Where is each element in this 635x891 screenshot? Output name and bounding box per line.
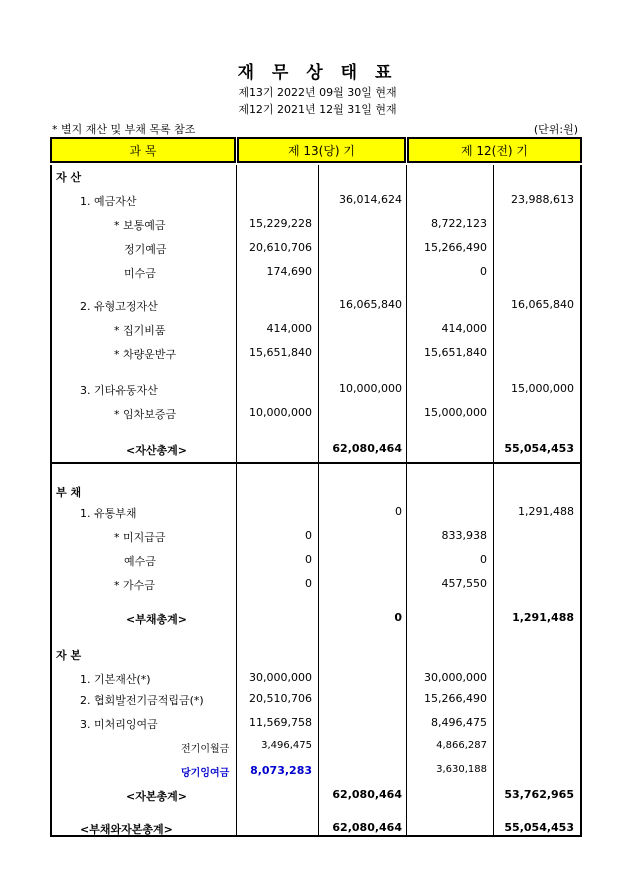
unit-text: (단위:원) bbox=[533, 123, 578, 136]
row-deposits: 1. 예금자산 36,014,624 23,988,613 bbox=[80, 193, 574, 208]
note-text: * 별지 재산 및 부채 목록 참조 bbox=[52, 123, 196, 136]
row-liab-equity-total: <부채와자본총계> 62,080,464 55,054,453 bbox=[80, 821, 574, 836]
balance-sheet-table bbox=[50, 137, 582, 837]
header-current: 제 13(당) 기 bbox=[237, 137, 406, 163]
row-suspense: * 가수금 0 457,550 bbox=[114, 577, 487, 592]
row-liab-total: <부채총계> 0 1,291,488 bbox=[126, 611, 574, 626]
row-unpaid: * 미지급금 0 833,938 bbox=[114, 529, 487, 544]
row-ordinary: * 보통예금 15,229,228 8,722,123 bbox=[114, 217, 487, 232]
row-assets-heading: 자 산 bbox=[56, 171, 82, 184]
row-lease-deposit: * 임차보증금 10,000,000 15,000,000 bbox=[114, 406, 487, 421]
row-vehicles: * 차량운반구 15,651,840 15,651,840 bbox=[114, 346, 487, 361]
date-prior: 제12기 2021년 12월 31일 현재 bbox=[238, 103, 397, 116]
row-current-surplus: 당기잉여금 8,073,283 3,630,188 bbox=[181, 764, 487, 779]
row-equity-total: <자본총계> 62,080,464 53,762,965 bbox=[126, 788, 574, 803]
header-account: 과 목 bbox=[50, 137, 236, 163]
row-equity-heading: 자 본 bbox=[56, 649, 82, 662]
row-fixed-deposit: 정기예금 20,610,706 15,266,490 bbox=[124, 241, 487, 256]
row-fixtures: * 집기비품 414,000 414,000 bbox=[114, 322, 487, 337]
header-prior: 제 12(전) 기 bbox=[407, 137, 582, 163]
separator-assets bbox=[50, 462, 582, 464]
row-dev-fund: 2. 협회발전기금적립금(*) 20,510,706 15,266,490 bbox=[80, 692, 487, 707]
date-current: 제13기 2022년 09월 30일 현재 bbox=[238, 86, 397, 99]
row-receivable: 미수금 174,690 0 bbox=[124, 265, 487, 280]
row-liabilities-heading: 부 채 bbox=[56, 486, 82, 499]
row-other-current: 3. 기타유동자산 10,000,000 15,000,000 bbox=[80, 382, 574, 397]
row-asset-total: <자산총계> 62,080,464 55,054,453 bbox=[126, 442, 574, 457]
row-basic-property: 1. 기본재산(*) 30,000,000 30,000,000 bbox=[80, 671, 487, 686]
row-deposits-received: 예수금 0 0 bbox=[124, 553, 487, 568]
row-current-liabilities: 1. 유통부채 0 1,291,488 bbox=[80, 505, 574, 520]
row-carried: 전기이월금 3,496,475 4,866,287 bbox=[181, 740, 487, 755]
row-tangible: 2. 유형고정자산 16,065,840 16,065,840 bbox=[80, 298, 574, 313]
page-title: 재 무 상 태 표 bbox=[237, 63, 398, 83]
row-retained: 3. 미처리잉여금 11,569,758 8,496,475 bbox=[80, 716, 487, 731]
